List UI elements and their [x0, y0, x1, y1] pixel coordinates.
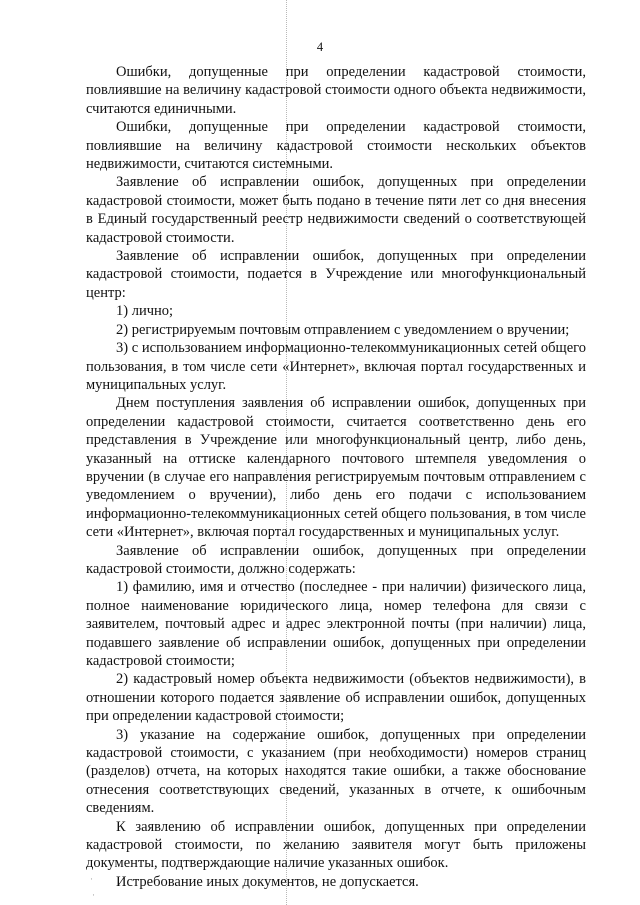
scan-speck: · [92, 890, 95, 900]
paragraph-system-errors: Ошибки, допущенные при определении кадастровой стоимости, повлиявшие на величину кадастровой стоимости нескольких объектов недвижимости, считаются системными. [86, 119, 586, 173]
paragraph-submission-place: Заявление об исправлении ошибок, допущенных при определении кадастровой стоимости, подается в Учреждение или многофункциональный центр: [86, 248, 586, 301]
paragraph-single-errors: Ошибки, допущенные при определении кадастровой стоимости, повлиявшие на величину кадастровой стоимости одного объекта недвижимости, считаются единичными. [86, 64, 586, 117]
paragraph-filing-deadline: Заявление об исправлении ошибок, допущенных при определении кадастровой стоимости, может быть подано в течение пяти лет со дня внесения в Единый государственный реестр недвижимости сведений о соответствующей кадастровой стоимости. [86, 174, 586, 246]
scan-speck: · [90, 874, 93, 884]
list-item-error-description: 3) указание на содержание ошибок, допущенных при определении кадастровой стоимости, с указанием (при необходимости) номеров страниц (разделов) отчета, на которых находятся такие ошибки, а также обоснование отнесения соответствующих сведений, указанных в отчете, к ошибочным сведениям. [86, 726, 586, 817]
document-body [86, 63, 586, 891]
paragraph-attached-documents: К заявлению об исправлении ошибок, допущенных при определении кадастровой стоимости, по желанию заявителя могут быть приложены документы, подтверждающие наличие указанных ошибок. [86, 818, 586, 872]
paragraph-receipt-date: Днем поступления заявления об исправлении ошибок, допущенных при определении кадастровой стоимости, считается соответственно день его представления в Учреждение или многофункциональный центр, либо день, указанный на оттиске календарного почтового штемпеля уведомления о вручении (в случае его направления регистрируемым почтовым отправлением с уведомлением о вручении), либо день его подачи с использованием информационно-телекоммуникационных сетей общего пользования, в том числе сети «Интернет», включая портал государственных и муниципальных услуг. [86, 395, 586, 541]
paragraph-required-contents: Заявление об исправлении ошибок, допущенных при определении кадастровой стоимости, должно содержать: [86, 542, 586, 577]
list-item-in-person: 1) лично; [116, 303, 174, 320]
list-item-internet: 3) с использованием информационно-телекоммуникационных сетей общего пользования, в том числе сети «Интернет», включая портал государственных и муниципальных услуг. [86, 340, 586, 393]
list-item-applicant-details: 1) фамилию, имя и отчество (последнее - при наличии) физического лица, полное наименование юридического лица, номер телефона для связи с заявителем, почтовый адрес и адрес электронной почты (при наличии) лица, подавшего заявление об исправлении ошибок, допущенных при определении кадастровой стоимости; [86, 579, 586, 669]
list-item-cadastral-number: 2) кадастровый номер объекта недвижимости (объектов недвижимости), в отношении которого подается заявление об исправлении ошибок, допущенных при определении кадастровой стоимости; [86, 671, 586, 725]
paragraph-other-documents: Истребование иных документов, не допускается. [116, 873, 419, 890]
page-number: 4 [316, 40, 324, 54]
list-item-registered-mail: 2) регистрируемым почтовым отправлением с уведомлением о вручении; [116, 321, 570, 338]
